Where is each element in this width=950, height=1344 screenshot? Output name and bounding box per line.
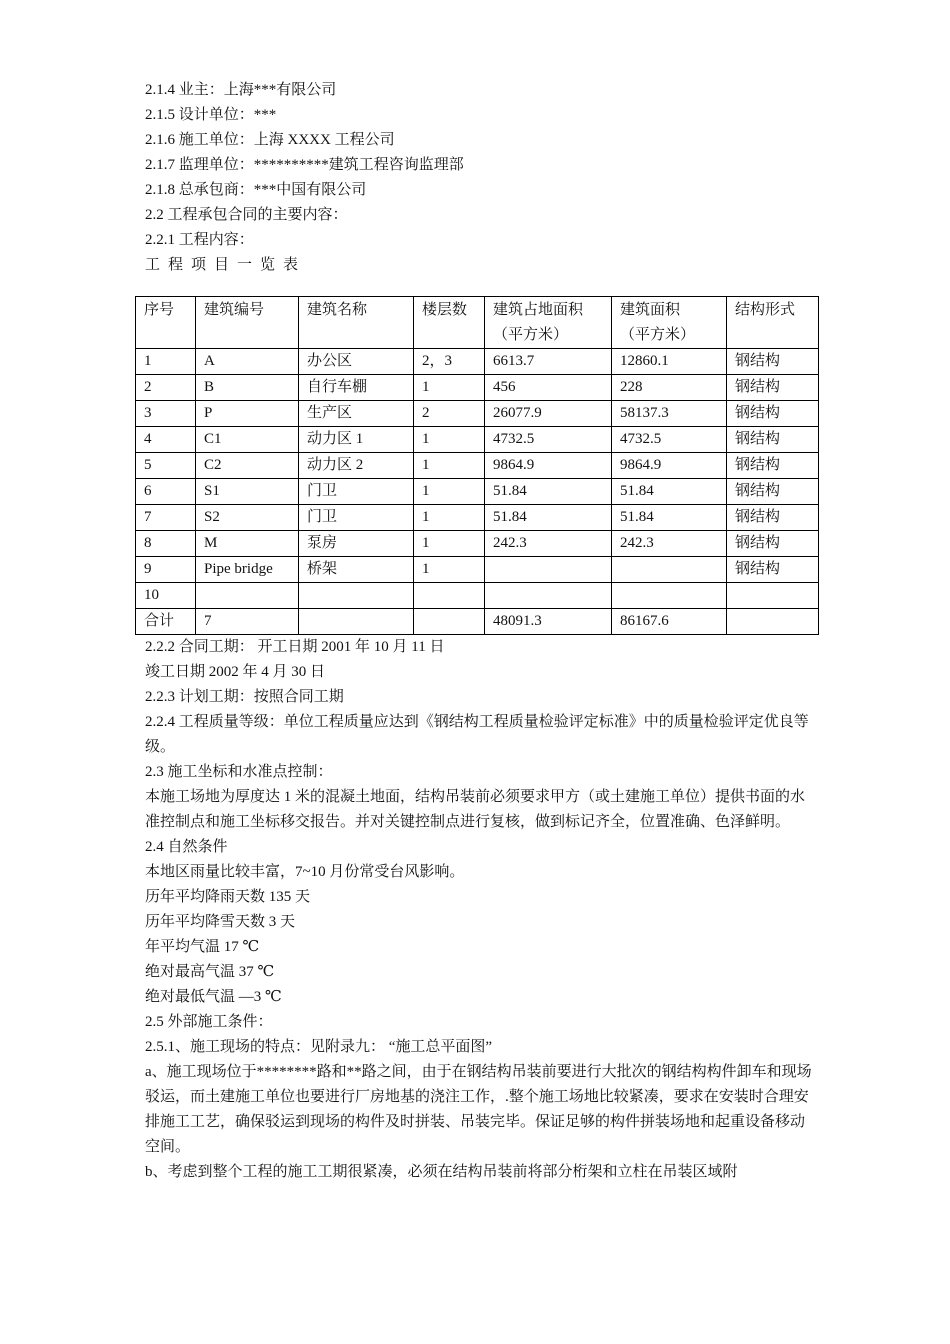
table-cell bbox=[485, 583, 612, 609]
quality-grade-paragraph: 2.2.4 工程质量等级：单位工程质量应达到《钢结构工程质量检验评定标准》中的质量检验评定优良等级。 bbox=[145, 714, 809, 755]
table-cell bbox=[299, 609, 414, 635]
natural-conditions-heading: 2.4 自然条件 bbox=[145, 839, 228, 855]
general-contractor-line: 2.1.8 总承包商：***中国有限公司 bbox=[145, 182, 367, 198]
table-cell: 钢结构 bbox=[727, 505, 819, 531]
coordinates-paragraph: 本施工场地为厚度达 1 米的混凝土地面，结构吊装前必须要求甲方（或土建施工单位）提供书面的水准控制点和施工坐标移交报告。并对关键控制点进行复核，做到标记齐全，位置准确、色泽鲜明。 bbox=[145, 789, 806, 830]
table-row bbox=[136, 531, 819, 557]
table-cell: 242.3 bbox=[612, 531, 727, 557]
table-body bbox=[136, 349, 819, 635]
table-cell: 动力区 1 bbox=[299, 427, 414, 453]
designer-line: 2.1.5 设计单位：*** bbox=[145, 107, 277, 123]
external-conditions-heading: 2.5 外部施工条件： bbox=[145, 1014, 273, 1030]
coordinates-heading: 2.3 施工坐标和水准点控制： bbox=[145, 764, 333, 780]
table-cell bbox=[727, 583, 819, 609]
site-paragraph-a: a、施工现场位于********路和**路之间，由于在钢结构吊装前要进行大批次的钢结构构件卸车和现场驳运，而土建施工单位也要进行厂房地基的浇注工作，.整个施工场地比较紧凑，要求在安装时合理安排施工工艺，确保驳运到现场的构件及时拼装、吊装完毕。保证足够的构件拼装场地和起重设备移动空间。 bbox=[145, 1064, 812, 1155]
document-page bbox=[145, 78, 817, 1185]
contractor-line: 2.1.6 施工单位：上海 XXXX 工程公司 bbox=[145, 132, 395, 148]
table-header-row bbox=[136, 297, 819, 349]
table-cell: 2 bbox=[136, 375, 196, 401]
table-cell: 钢结构 bbox=[727, 349, 819, 375]
table-cell: A bbox=[196, 349, 299, 375]
contract-period-line: 2.2.2 合同工期： 开工日期 2001 年 10 月 11 日 bbox=[145, 639, 445, 655]
table-cell: B bbox=[196, 375, 299, 401]
table-row bbox=[136, 557, 819, 583]
table-cell: 48091.3 bbox=[485, 609, 612, 635]
max-temp-line: 绝对最高气温 37 ℃ bbox=[145, 964, 275, 980]
table-cell: 生产区 bbox=[299, 401, 414, 427]
table-cell: 1 bbox=[136, 349, 196, 375]
avg-temp-line: 年平均气温 17 ℃ bbox=[145, 939, 260, 955]
table-cell: 1 bbox=[414, 557, 485, 583]
table-cell: 6613.7 bbox=[485, 349, 612, 375]
project-table bbox=[135, 296, 819, 635]
table-cell: M bbox=[196, 531, 299, 557]
table-cell: 门卫 bbox=[299, 505, 414, 531]
contract-heading: 2.2 工程承包合同的主要内容： bbox=[145, 207, 348, 223]
table-cell: 1 bbox=[414, 427, 485, 453]
table-cell: 4732.5 bbox=[612, 427, 727, 453]
table-cell bbox=[196, 583, 299, 609]
min-temp-line: 绝对最低气温 —3 ℃ bbox=[145, 989, 282, 1005]
table-cell: 7 bbox=[136, 505, 196, 531]
rain-days-line: 历年平均降雨天数 135 天 bbox=[145, 889, 311, 905]
table-row bbox=[136, 375, 819, 401]
table-row bbox=[136, 401, 819, 427]
table-cell: 3 bbox=[136, 401, 196, 427]
table-cell: 2，3 bbox=[414, 349, 485, 375]
table-row bbox=[136, 427, 819, 453]
header-cell: 建筑面积 （平方米） bbox=[612, 297, 727, 349]
table-cell: 12860.1 bbox=[612, 349, 727, 375]
intro-section bbox=[145, 78, 817, 278]
project-table-wrapper bbox=[135, 296, 818, 635]
table-cell bbox=[612, 583, 727, 609]
table-cell: 1 bbox=[414, 479, 485, 505]
table-cell: 1 bbox=[414, 453, 485, 479]
site-paragraph-b: b、考虑到整个工程的施工工期很紧凑，必须在结构吊装前将部分桁架和立柱在吊装区域附 bbox=[145, 1164, 738, 1180]
table-cell: 5 bbox=[136, 453, 196, 479]
table-cell: 4732.5 bbox=[485, 427, 612, 453]
table-row bbox=[136, 453, 819, 479]
table-cell: 钢结构 bbox=[727, 557, 819, 583]
table-cell: 4 bbox=[136, 427, 196, 453]
table-cell: 26077.9 bbox=[485, 401, 612, 427]
snow-days-line: 历年平均降雪天数 3 天 bbox=[145, 914, 296, 930]
table-cell: 58137.3 bbox=[612, 401, 727, 427]
table-cell bbox=[485, 557, 612, 583]
table-cell: 51.84 bbox=[485, 479, 612, 505]
table-cell: 1 bbox=[414, 505, 485, 531]
table-cell: 10 bbox=[136, 583, 196, 609]
table-cell: 钢结构 bbox=[727, 401, 819, 427]
table-cell: 钢结构 bbox=[727, 375, 819, 401]
table-cell bbox=[612, 557, 727, 583]
table-cell: 钢结构 bbox=[727, 453, 819, 479]
table-cell: 钢结构 bbox=[727, 479, 819, 505]
table-cell: 228 bbox=[612, 375, 727, 401]
site-features-line: 2.5.1、施工现场的特点：见附录九： “施工总平面图” bbox=[145, 1039, 493, 1055]
table-cell: 2 bbox=[414, 401, 485, 427]
header-cell: 楼层数 bbox=[414, 297, 485, 349]
table-cell bbox=[414, 583, 485, 609]
table-cell: 9 bbox=[136, 557, 196, 583]
table-row bbox=[136, 505, 819, 531]
table-cell: 9864.9 bbox=[612, 453, 727, 479]
table-cell: 86167.6 bbox=[612, 609, 727, 635]
header-cell: 建筑名称 bbox=[299, 297, 414, 349]
table-cell: 办公区 bbox=[299, 349, 414, 375]
rainfall-line: 本地区雨量比较丰富，7~10 月份常受台风影响。 bbox=[145, 864, 465, 880]
table-cell: 51.84 bbox=[612, 479, 727, 505]
table-cell: 合计 bbox=[136, 609, 196, 635]
table-row bbox=[136, 583, 819, 609]
header-cell: 建筑编号 bbox=[196, 297, 299, 349]
table-cell: 8 bbox=[136, 531, 196, 557]
table-cell: 钢结构 bbox=[727, 427, 819, 453]
table-cell bbox=[727, 609, 819, 635]
table-cell: C1 bbox=[196, 427, 299, 453]
table-cell: 自行车棚 bbox=[299, 375, 414, 401]
table-cell: 456 bbox=[485, 375, 612, 401]
table-cell: 6 bbox=[136, 479, 196, 505]
table-cell: 泵房 bbox=[299, 531, 414, 557]
table-cell: 242.3 bbox=[485, 531, 612, 557]
header-cell: 序号 bbox=[136, 297, 196, 349]
table-row bbox=[136, 349, 819, 375]
table-cell: 门卫 bbox=[299, 479, 414, 505]
table-cell: C2 bbox=[196, 453, 299, 479]
table-cell: Pipe bridge bbox=[196, 557, 299, 583]
body-section bbox=[145, 635, 817, 1185]
header-cell: 建筑占地面积 （平方米） bbox=[485, 297, 612, 349]
table-total-row bbox=[136, 609, 819, 635]
table-cell: 钢结构 bbox=[727, 531, 819, 557]
planned-period-line: 2.2.3 计划工期：按照合同工期 bbox=[145, 689, 344, 705]
supervisor-line: 2.1.7 监理单位：**********建筑工程咨询监理部 bbox=[145, 157, 464, 173]
table-cell: P bbox=[196, 401, 299, 427]
table-row bbox=[136, 479, 819, 505]
table-cell: 桥架 bbox=[299, 557, 414, 583]
table-cell bbox=[414, 609, 485, 635]
table-cell: 51.84 bbox=[612, 505, 727, 531]
table-cell bbox=[299, 583, 414, 609]
table-cell: 51.84 bbox=[485, 505, 612, 531]
completion-date-line: 竣工日期 2002 年 4 月 30 日 bbox=[145, 664, 326, 680]
table-cell: 1 bbox=[414, 375, 485, 401]
table-cell: 动力区 2 bbox=[299, 453, 414, 479]
owner-line: 2.1.4 业主：上海***有限公司 bbox=[145, 82, 337, 98]
table-cell: 9864.9 bbox=[485, 453, 612, 479]
table-title: 工程项目一览表 bbox=[145, 257, 307, 273]
table-cell: 7 bbox=[196, 609, 299, 635]
header-cell: 结构形式 bbox=[727, 297, 819, 349]
table-cell: 1 bbox=[414, 531, 485, 557]
table-cell: S1 bbox=[196, 479, 299, 505]
table-cell: S2 bbox=[196, 505, 299, 531]
scope-heading: 2.2.1 工程内容： bbox=[145, 232, 254, 248]
